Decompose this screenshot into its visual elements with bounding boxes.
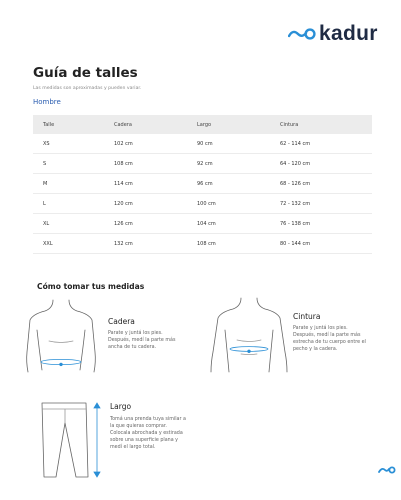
cell-largo: 100 cm <box>197 200 216 207</box>
cell-cadera: 108 cm <box>114 160 133 167</box>
cell-largo: 104 cm <box>197 220 216 227</box>
table-row <box>33 214 372 234</box>
header-cadera: Cadera <box>114 121 132 128</box>
cell-cadera: 102 cm <box>114 140 133 147</box>
cintura-line: Parate y juntá los pies. <box>293 326 348 331</box>
cell-cintura: 76 - 138 cm <box>280 220 311 227</box>
brand-name: kadur <box>319 22 378 45</box>
cadera-instructions <box>108 330 175 351</box>
cadera-title: Cadera <box>108 317 135 326</box>
cell-cadera: 120 cm <box>114 200 133 207</box>
cell-size: L <box>43 200 46 207</box>
cell-largo: 90 cm <box>197 140 213 147</box>
how-to-measure-title: Cómo tomar tus medidas <box>37 282 145 291</box>
cell-cintura: 64 - 120 cm <box>280 160 311 167</box>
largo-line: Colocala abrochada y estirada <box>110 431 183 436</box>
largo-title: Largo <box>110 402 132 411</box>
largo-line: la que quieras comprar. <box>110 424 167 429</box>
page-title: Guía de talles <box>33 65 138 81</box>
brand-logo[interactable] <box>288 22 378 46</box>
table-row <box>33 194 372 214</box>
wave-logo-icon <box>288 26 316 42</box>
cell-size: XL <box>43 220 50 227</box>
cell-largo: 92 cm <box>197 160 213 167</box>
cintura-instructions <box>293 325 366 353</box>
cintura-line: Después, medí la parte más <box>293 333 361 338</box>
cell-size: XXL <box>43 240 53 247</box>
largo-line: sobre una superficie plana y <box>110 438 179 443</box>
cell-cintura: 62 - 114 cm <box>280 140 311 147</box>
header-largo: Largo <box>197 121 212 128</box>
cell-size: M <box>43 180 48 187</box>
header-talle: Talle <box>43 121 55 128</box>
table-row <box>33 154 372 174</box>
cintura-title: Cintura <box>293 312 321 321</box>
wave-mark-icon <box>378 464 396 476</box>
cell-largo: 96 cm <box>197 180 213 187</box>
cadera-line: ancha de tu cadera. <box>108 345 157 350</box>
cell-cintura: 80 - 144 cm <box>280 240 311 247</box>
cell-size: XS <box>43 140 50 147</box>
page-subtitle: Las medidas son aproximadas y pueden variar. <box>33 86 142 91</box>
table-row <box>33 174 372 194</box>
cell-cadera: 126 cm <box>114 220 133 227</box>
table-row <box>33 134 372 154</box>
torso-waist-illustration <box>205 292 293 376</box>
largo-instructions <box>110 416 186 451</box>
section-label: Hombre <box>33 98 61 106</box>
torso-hip-illustration <box>15 296 107 374</box>
cintura-line: estrecha de tu cuerpo entre el <box>293 340 366 345</box>
cell-cadera: 132 cm <box>114 240 133 247</box>
cell-cintura: 72 - 132 cm <box>280 200 311 207</box>
largo-line: medí el largo total. <box>110 445 156 450</box>
cell-largo: 108 cm <box>197 240 216 247</box>
pants-length-illustration <box>34 397 110 485</box>
cell-cadera: 114 cm <box>114 180 133 187</box>
size-table <box>33 115 372 254</box>
cadera-line: Parate y juntá los pies. <box>108 331 163 336</box>
cadera-line: Después, medí la parte más <box>108 338 176 343</box>
header-cintura: Cintura <box>280 121 299 128</box>
table-header-row <box>33 115 372 134</box>
cell-size: S <box>43 160 47 167</box>
largo-line: Tomá una prenda tuya similar a <box>110 417 186 422</box>
table-row <box>33 234 372 254</box>
cintura-line: pecho y la cadera. <box>293 347 338 352</box>
cell-cintura: 68 - 126 cm <box>280 180 311 187</box>
